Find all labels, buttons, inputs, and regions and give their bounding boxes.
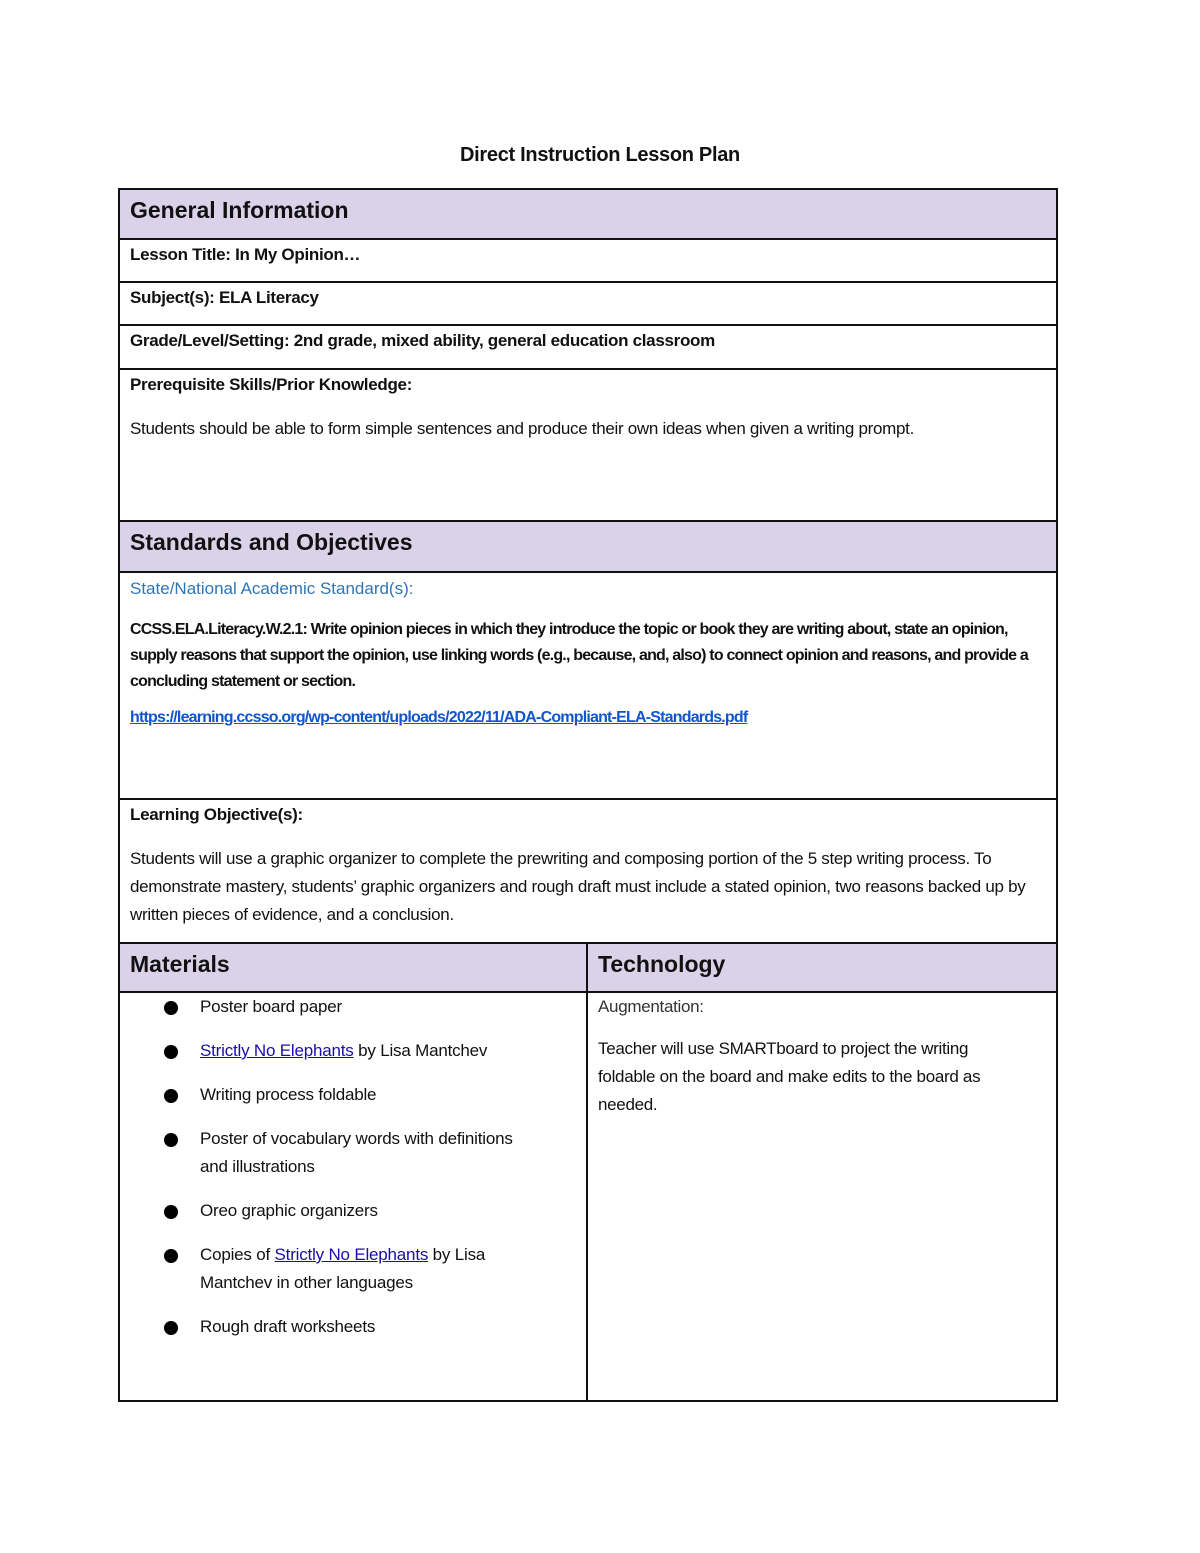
item-text: by Lisa Mantchev [353, 1041, 488, 1060]
standards-url-link[interactable]: https://learning.ccsso.org/wp-content/uploads/2022/11/ADA-Compliant-ELA-Standards.pdf [130, 709, 748, 726]
item-text: Poster of vocabulary words with definitions and illustrations [200, 1129, 513, 1176]
objective-section [120, 800, 1056, 944]
item-text: by Lisa Mantchev in other languages [200, 1245, 486, 1292]
technology-text: Teacher will use SMARTboard to project the writing foldable on the board and make edits to the board as needed. [598, 1039, 981, 1114]
prerequisite-label: Prerequisite Skills/Prior Knowledge: [130, 375, 413, 394]
standards-heading: Standards and Objectives [120, 522, 1056, 573]
materials-list [130, 993, 576, 1341]
materials-technology-body [120, 993, 1056, 1400]
materials-heading: Materials [120, 944, 588, 991]
book-link[interactable]: Strictly No Elephants [200, 1041, 354, 1060]
prerequisite-section [120, 370, 1056, 522]
standards-section [120, 575, 1056, 800]
prerequisite-text: Students should be able to form simple sentences and produce their own ideas when given a writing prompt. [130, 419, 915, 438]
technology-heading: Technology [588, 944, 1056, 991]
lesson-plan-table [118, 188, 1058, 1402]
list-item [200, 1125, 576, 1181]
list-item [200, 1037, 576, 1065]
book-link[interactable]: Strictly No Elephants [274, 1245, 429, 1264]
list-item [200, 1241, 576, 1297]
list-item [200, 1313, 576, 1341]
standard-text: CCSS.ELA.Literacy.W.2.1: Write opinion pieces in which they introduce the topic or book they are writing about, state an opinion, supply reasons that support the opinion, use linking words (e.g., because, and, also) to connect opinion and reasons, and provide a concluding statement or section. [130, 621, 1029, 690]
item-text: Rough draft worksheets [200, 1317, 376, 1336]
general-information-heading: General Information [120, 190, 1056, 240]
item-text: Copies of [200, 1245, 275, 1264]
technology-label: Augmentation: [598, 997, 704, 1016]
list-item [200, 1081, 576, 1109]
list-item [200, 993, 576, 1021]
subjects: Subject(s): ELA Literacy [120, 283, 1056, 326]
objective-label: Learning Objective(s): [130, 805, 303, 824]
materials-technology-header [120, 944, 1056, 993]
grade-level-setting: Grade/Level/Setting: 2nd grade, mixed ability, general education classroom [120, 326, 1056, 370]
item-text: Oreo graphic organizers [200, 1201, 378, 1220]
materials-list-cell [120, 993, 588, 1400]
standard-label: State/National Academic Standard(s): [130, 579, 414, 598]
item-text: Writing process foldable [200, 1085, 377, 1104]
list-item [200, 1197, 576, 1225]
technology-cell [588, 993, 1056, 1400]
document-title: Direct Instruction Lesson Plan [460, 144, 740, 166]
objective-text: Students will use a graphic organizer to complete the prewriting and composing portion of the 5 step writing process. To demonstrate mastery, students’ graphic organizers and rough draft must include a stated opinion, two reasons backed up by written pieces of evidence, and a conclusion. [130, 849, 1026, 924]
lesson-title: Lesson Title: In My Opinion… [120, 240, 1056, 283]
item-text: Poster board paper [200, 997, 342, 1016]
